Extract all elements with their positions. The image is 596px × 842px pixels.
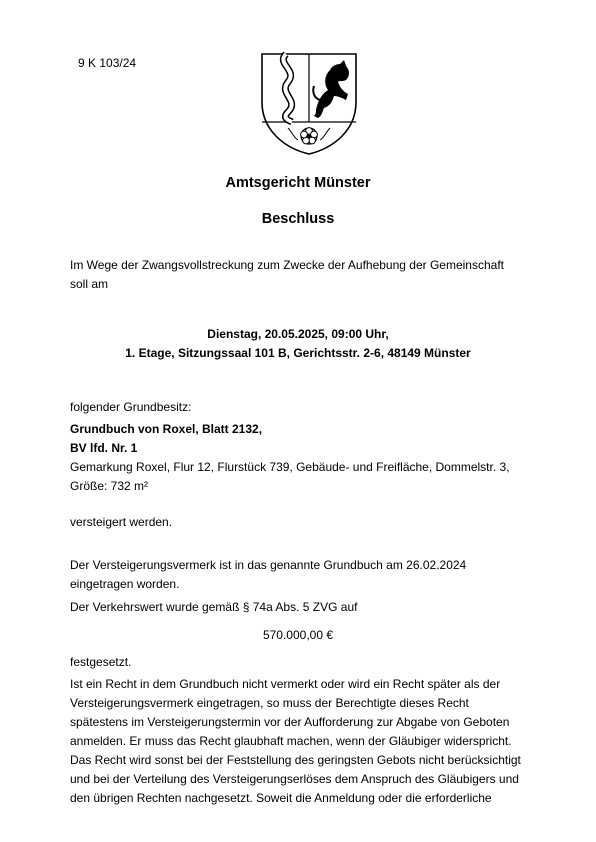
intro-line: soll am [70, 277, 109, 291]
notice-line: anmelden. Er muss das Recht glaubhaft machen, wenn der Gläubiger widerspricht. [70, 734, 512, 748]
notice-line: Das Recht wird sonst bei der Feststellung des geringsten Gebots nicht berücksichtigt [70, 753, 521, 767]
intro-paragraph [70, 256, 540, 294]
market-value-intro: Der Verkehrswert wurde gemäß § 74a Abs. 5 ZVG auf [70, 600, 358, 614]
coat-of-arms-emblem [258, 50, 360, 156]
appointment-location: 1. Etage, Sitzungssaal 101 B, Gerichtsstr. 2-6, 48149 Münster [125, 346, 471, 360]
registration-paragraph [70, 556, 540, 594]
document-type: Beschluss [261, 211, 335, 227]
notice-line: Versteigerungsvermerk eingetragen, so muss der Berechtigte dieses Recht [70, 696, 469, 710]
notice-line: und bei der Verteilung des Versteigerungserlöses dem Anspruch des Gläubigers und [70, 772, 519, 786]
notice-line: spätestens im Versteigerungstermin vor der Aufforderung zur Abgabe von Geboten [70, 715, 510, 729]
market-value: 570.000,00 € [262, 628, 334, 642]
property-size: Größe: 732 m² [70, 479, 149, 493]
registration-line: Der Versteigerungsvermerk ist in das genannte Grundbuch am 26.02.2024 [70, 558, 467, 572]
court-name: Amtsgericht Münster [225, 175, 371, 191]
appointment-date-time: Dienstag, 20.05.2025, 09:00 Uhr, [207, 327, 389, 341]
fixed-text: festgesetzt. [70, 655, 132, 669]
notice-paragraph [70, 675, 540, 808]
property-details [70, 420, 540, 496]
intro-line: Im Wege der Zwangsvollstreckung zum Zwecke der Aufhebung der Gemeinschaft [70, 258, 504, 272]
auction-text: versteigert werden. [70, 515, 173, 529]
notice-line: den übrigen Rechten nachgesetzt. Soweit die Anmeldung oder die erforderliche [70, 791, 492, 805]
property-entry: BV lfd. Nr. 1 [70, 441, 138, 455]
notice-line: Ist ein Recht in dem Grundbuch nicht vermerkt oder wird ein Recht später als der [70, 677, 501, 691]
registration-line: eingetragen worden. [70, 577, 180, 591]
property-heading: folgender Grundbesitz: [70, 400, 192, 414]
property-description: Gemarkung Roxel, Flur 12, Flurstück 739, Gebäude- und Freifläche, Dommelstr. 3, [70, 460, 510, 474]
case-number: 9 K 103/24 [78, 56, 137, 70]
property-register: Grundbuch von Roxel, Blatt 2132, [70, 422, 263, 436]
